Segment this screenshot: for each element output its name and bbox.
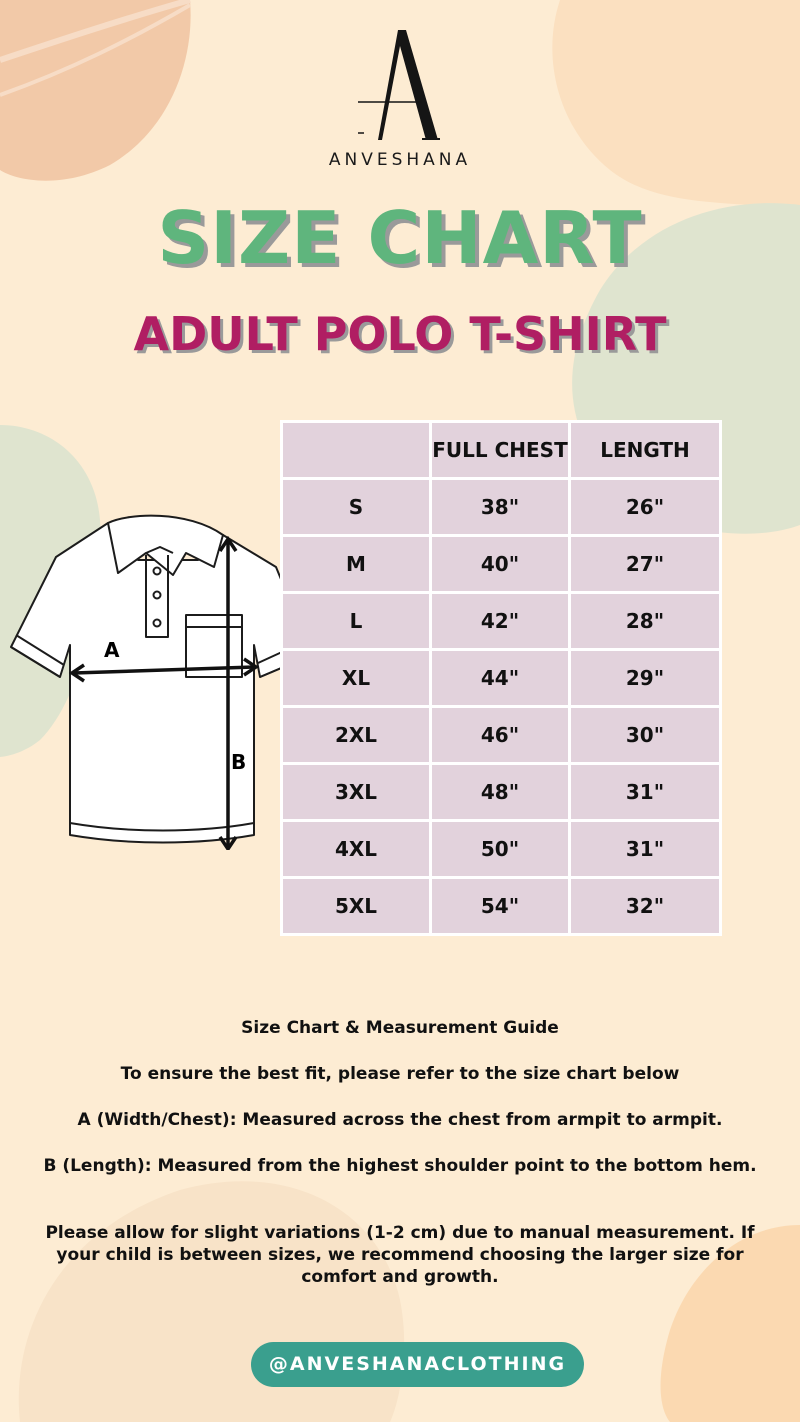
header-cell-length: LENGTH	[570, 422, 721, 479]
measurement-a-label: A	[104, 638, 120, 662]
chest-cell: 48"	[431, 764, 570, 821]
table-row	[282, 536, 721, 593]
polo-shirt-diagram	[8, 505, 318, 854]
polo-shirt-icon	[8, 505, 318, 850]
size-cell: L	[282, 593, 431, 650]
size-cell: 5XL	[282, 878, 431, 935]
chest-cell: 44"	[431, 650, 570, 707]
chest-cell: 50"	[431, 821, 570, 878]
size-table	[280, 420, 722, 936]
table-row	[282, 707, 721, 764]
length-cell: 31"	[570, 764, 721, 821]
table-row	[282, 821, 721, 878]
table-row	[282, 650, 721, 707]
brand-logo	[0, 22, 800, 170]
size-cell: 3XL	[282, 764, 431, 821]
page-title: SIZE CHART	[157, 196, 643, 280]
chest-cell: 42"	[431, 593, 570, 650]
length-cell: 30"	[570, 707, 721, 764]
size-cell: 2XL	[282, 707, 431, 764]
length-cell: 31"	[570, 821, 721, 878]
guide-b-description: B (Length): Measured from the highest shoulder point to the bottom hem.	[43, 1156, 757, 1176]
table-header-row	[282, 422, 721, 479]
chest-cell: 46"	[431, 707, 570, 764]
guide-heading: Size Chart & Measurement Guide	[241, 1018, 559, 1038]
measurement-b-label: B	[231, 750, 247, 774]
chest-cell: 40"	[431, 536, 570, 593]
chest-cell: 54"	[431, 878, 570, 935]
table-row	[282, 479, 721, 536]
table-row	[282, 593, 721, 650]
table-row	[282, 764, 721, 821]
page-subtitle: ADULT POLO T-SHIRT	[133, 307, 667, 361]
logo-mark-icon	[340, 22, 460, 144]
guide-disclaimer: Please allow for slight variations (1-2 cm) due to manual measurement. If your child is between sizes, we recommend choosing the larger size for comfort and growth.	[45, 1223, 755, 1288]
length-cell: 27"	[570, 536, 721, 593]
table-row	[282, 878, 721, 935]
size-cell: M	[282, 536, 431, 593]
header-cell-size	[282, 422, 431, 479]
length-cell: 26"	[570, 479, 721, 536]
social-handle-button[interactable]: @ANVESHANACLOTHING	[251, 1342, 584, 1387]
length-cell: 28"	[570, 593, 721, 650]
length-cell: 29"	[570, 650, 721, 707]
size-cell: 4XL	[282, 821, 431, 878]
size-cell: XL	[282, 650, 431, 707]
chest-cell: 38"	[431, 479, 570, 536]
header-cell-full-chest: FULL CHEST	[431, 422, 570, 479]
guide-a-description: A (Width/Chest): Measured across the chest from armpit to armpit.	[77, 1110, 723, 1130]
length-cell: 32"	[570, 878, 721, 935]
brand-name: ANVESHANA	[328, 150, 472, 170]
measurement-guide	[0, 1018, 800, 1288]
guide-intro: To ensure the best fit, please refer to the size chart below	[120, 1064, 680, 1084]
size-cell: S	[282, 479, 431, 536]
